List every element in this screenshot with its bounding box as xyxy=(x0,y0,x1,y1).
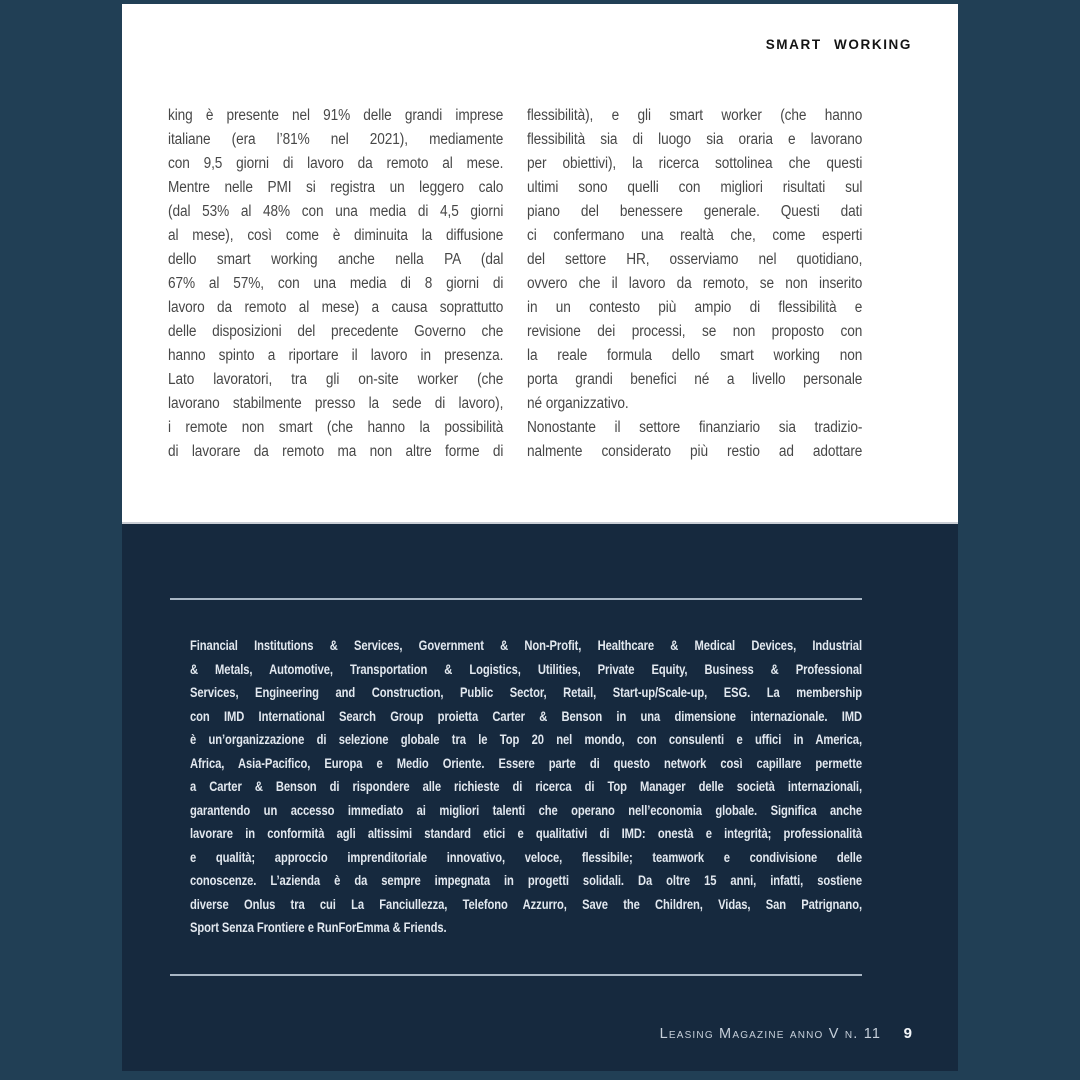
text-line: ovvero che il lavoro da remoto, se non inserito xyxy=(527,275,863,292)
text-line: lavorano stabilmente presso la sede di lavoro), xyxy=(168,395,504,412)
text-line: (dal 53% al 48% con una media di 4,5 giorni xyxy=(168,203,504,220)
top-rule-divider xyxy=(170,598,862,600)
article-right-column xyxy=(527,104,862,464)
text-line: flessibilità sia di luogo sia oraria e lavorano xyxy=(527,131,863,148)
text-line: Financial Institutions & Services, Government & Non-Profit, Healthcare & Medical Devices, Industrial xyxy=(190,637,862,653)
text-line: la reale formula dello smart working non xyxy=(527,347,863,364)
text-line: Sport Senza Frontiere e RunForEmma & Friends. xyxy=(190,919,447,935)
text-line: e qualità; approccio imprenditoriale innovativo, veloce, flessibile; teamwork e condivisione delle xyxy=(190,848,862,865)
page-footer xyxy=(660,1025,912,1043)
text-line: conoscenze. L’azienda è da sempre impegnata in progetti solidali. Da oltre 15 anni, infatti, sostiene xyxy=(190,872,862,888)
text-line: per obiettivi), la ricerca sottolinea che questi xyxy=(527,155,863,172)
magazine-page-top xyxy=(122,4,958,522)
text-line: lavoro da remoto al mese) a causa soprattutto xyxy=(168,299,504,316)
text-line: al mese), così come è diminuita la diffusione xyxy=(168,227,504,244)
text-line: 67% al 57%, con una media di 8 giorni di xyxy=(168,275,504,292)
text-line: con 9,5 giorni di lavoro da remoto al mese. xyxy=(168,155,504,172)
text-line: di lavorare da remoto ma non altre forme di xyxy=(168,443,504,460)
bottom-rule-divider xyxy=(170,974,862,976)
article-left-column xyxy=(168,104,503,464)
text-line: king è presente nel 91% delle grandi imprese xyxy=(168,107,504,124)
text-line: italiane (era l’81% nel 2021), mediamente xyxy=(168,131,504,148)
text-line: del settore HR, osserviamo nel quotidiano, xyxy=(527,251,863,268)
text-line: ultimi sono quelli con migliori risultati sul xyxy=(527,179,863,196)
info-panel xyxy=(122,522,958,1071)
text-line: lavorare in conformità agli altissimi standard etici e qualitativi di IMD: onestà e integrità; professionalità xyxy=(190,825,862,841)
text-line: Mentre nelle PMI si registra un leggero calo xyxy=(168,179,504,196)
text-line: Lato lavoratori, tra gli on-site worker (che xyxy=(168,371,504,388)
text-line: Africa, Asia-Pacifico, Europa e Medio Oriente. Essere parte di questo network così capillare permette xyxy=(190,754,862,771)
text-line: è un’organizzazione di selezione globale tra le Top 20 nel mondo, con consulenti e uffici in America, xyxy=(190,731,862,747)
text-line: diverse Onlus tra cui La Fanciullezza, Telefono Azzurro, Save the Children, Vidas, San Patrignano, xyxy=(190,895,862,912)
text-line: i remote non smart (che hanno la possibilità xyxy=(168,419,504,436)
text-line: dello smart working anche nella PA (dal xyxy=(168,251,504,268)
text-line: Nonostante il settore finanziario sia tradizio- xyxy=(527,419,863,436)
text-line: Services, Engineering and Construction, Public Sector, Retail, Start-up/Scale-up, ESG. La membership xyxy=(190,684,862,700)
text-line: ci confermano una realtà che, come esperti xyxy=(527,227,863,244)
text-line: revisione dei processi, se non proposto con xyxy=(527,323,863,340)
text-line: flessibilità), e gli smart worker (che hanno xyxy=(527,107,863,124)
section-header: SMART WORKING xyxy=(765,37,912,52)
text-line: né organizzativo. xyxy=(527,395,629,412)
text-line: porta grandi benefici né a livello personale xyxy=(527,371,863,388)
text-line: con IMD International Search Group proietta Carter & Benson in una dimensione internazionale. IMD xyxy=(190,707,862,724)
text-line: in un contesto più ampio di flessibilità e xyxy=(527,299,863,316)
text-line: a Carter & Benson di rispondere alle richieste di ricerca di Top Manager delle società internazionali, xyxy=(190,778,862,794)
panel-paragraph xyxy=(190,634,862,940)
text-line: nalmente considerato più restio ad adottare xyxy=(527,443,863,460)
text-line: piano del benessere generale. Questi dati xyxy=(527,203,863,220)
text-line: garantendo un accesso immediato ai migliori talenti che operano nell’economia globale. Significa anche xyxy=(190,801,862,818)
magazine-issue-label: Leasing Magazine anno V n. 11 xyxy=(659,1026,882,1042)
text-line: delle disposizioni del precedente Governo che xyxy=(168,323,504,340)
text-line: & Metals, Automotive, Transportation & Logistics, Utilities, Private Equity, Business & Professional xyxy=(190,660,862,677)
text-line: hanno spinto a riportare il lavoro in presenza. xyxy=(168,347,504,364)
page-number: 9 xyxy=(903,1025,912,1042)
